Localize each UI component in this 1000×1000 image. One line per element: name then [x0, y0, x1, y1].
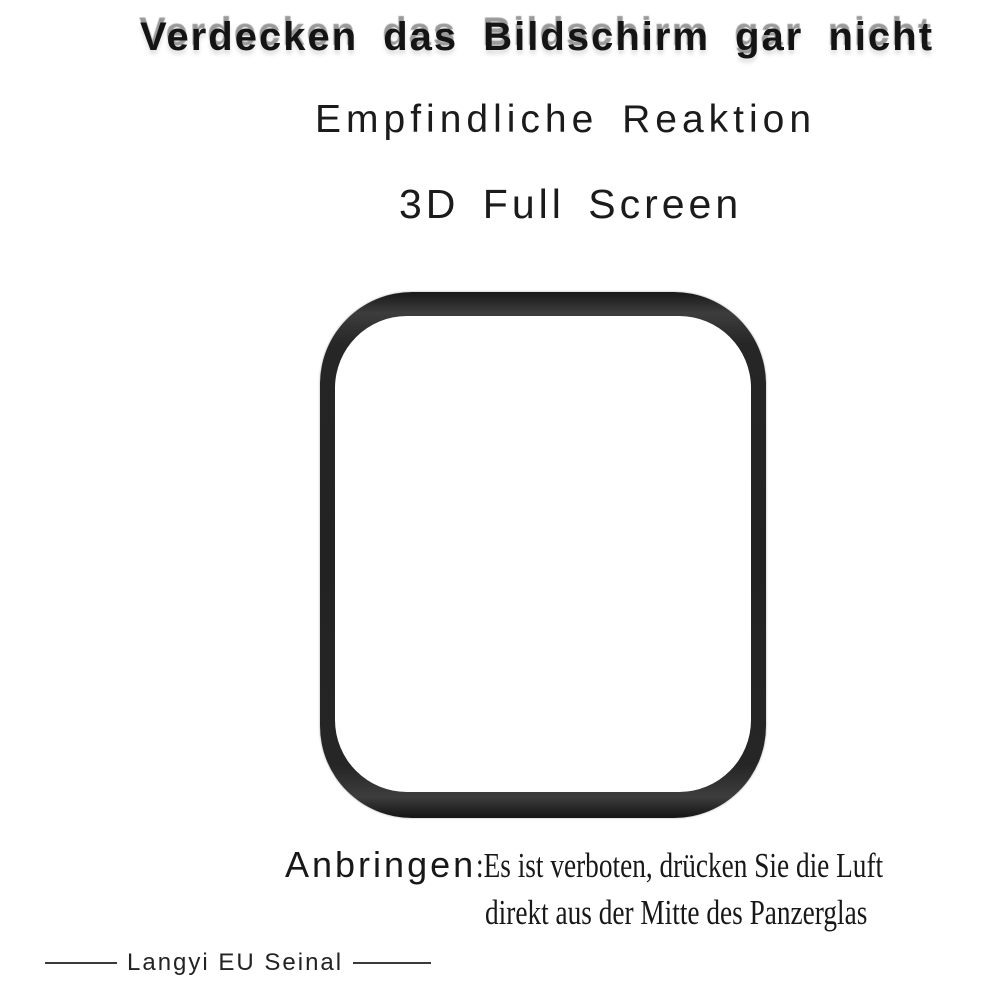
brand-signature: [45, 948, 431, 978]
brand-rule-left: [45, 962, 117, 964]
headline: Verdecken das Bildschirm gar nicht: [140, 15, 935, 59]
instruction-line-2: [485, 893, 975, 933]
subheadline: Empfindliche Reaktion: [315, 98, 817, 141]
brand-name: Langyi EU Seinal: [127, 949, 344, 976]
brand-rule-right: [353, 962, 431, 964]
instruction-text-line1: :Es ist verboten, drücken Sie die Luft: [476, 846, 884, 885]
instruction-text-line2: direkt aus der Mitte des Panzerglas: [485, 893, 868, 932]
instruction-line-1: [285, 844, 998, 886]
instruction-label: Anbringen: [285, 844, 477, 885]
screen-protector-screen-area: [335, 316, 751, 792]
feature-text: 3D Full Screen: [399, 181, 743, 227]
screen-protector-outline-icon: [320, 292, 766, 818]
